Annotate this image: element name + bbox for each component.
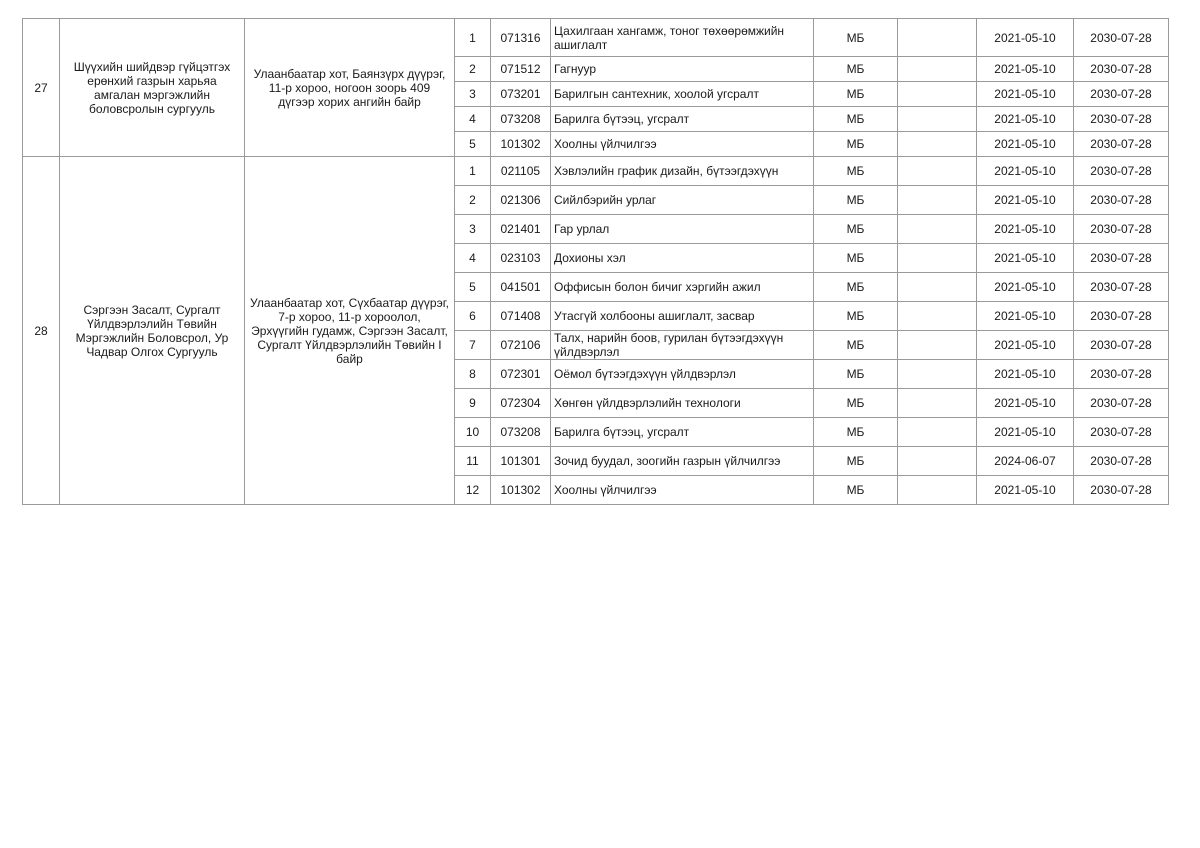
ownership-type-cell: МБ (814, 186, 898, 215)
program-code-cell: 021401 (491, 215, 551, 244)
program-code-cell: 072301 (491, 360, 551, 389)
start-date-cell: 2021-05-10 (977, 273, 1074, 302)
program-code-cell: 021105 (491, 157, 551, 186)
program-name-cell: Сийлбэрийн урлаг (551, 186, 814, 215)
start-date-cell: 2021-05-10 (977, 132, 1074, 157)
ownership-type-cell: МБ (814, 389, 898, 418)
end-date-cell: 2030-07-28 (1074, 447, 1169, 476)
ownership-type-cell: МБ (814, 360, 898, 389)
program-name-cell: Хэвлэлийн график дизайн, бүтээгдэхүүн (551, 157, 814, 186)
program-number-cell: 6 (455, 302, 491, 331)
start-date-cell: 2021-05-10 (977, 186, 1074, 215)
ownership-type-cell: МБ (814, 82, 898, 107)
end-date-cell: 2030-07-28 (1074, 273, 1169, 302)
program-name-cell: Цахилгаан хангамж, тоног төхөөрөмжийн ашиглалт (551, 19, 814, 57)
program-name-cell: Оффисын болон бичиг хэргийн ажил (551, 273, 814, 302)
end-date-cell: 2030-07-28 (1074, 157, 1169, 186)
program-code-cell: 073208 (491, 418, 551, 447)
program-code-cell: 071316 (491, 19, 551, 57)
program-number-cell: 11 (455, 447, 491, 476)
program-number-cell: 2 (455, 57, 491, 82)
blank-cell (898, 186, 977, 215)
blank-cell (898, 157, 977, 186)
program-number-cell: 4 (455, 107, 491, 132)
end-date-cell: 2030-07-28 (1074, 302, 1169, 331)
program-code-cell: 073201 (491, 82, 551, 107)
end-date-cell: 2030-07-28 (1074, 19, 1169, 57)
start-date-cell: 2021-05-10 (977, 19, 1074, 57)
end-date-cell: 2030-07-28 (1074, 132, 1169, 157)
end-date-cell: 2030-07-28 (1074, 107, 1169, 132)
start-date-cell: 2021-05-10 (977, 360, 1074, 389)
blank-cell (898, 215, 977, 244)
program-name-cell: Оёмол бүтээгдэхүүн үйлдвэрлэл (551, 360, 814, 389)
end-date-cell: 2030-07-28 (1074, 186, 1169, 215)
school-name-cell: Сэргээн Засалт, Сургалт Үйлдвэрлэлийн Төвийн Мэргэжлийн Боловсрол, Ур Чадвар Олгох Сургууль (60, 157, 245, 505)
program-number-cell: 5 (455, 132, 491, 157)
ownership-type-cell: МБ (814, 302, 898, 331)
ownership-type-cell: МБ (814, 476, 898, 505)
program-code-cell: 023103 (491, 244, 551, 273)
ownership-type-cell: МБ (814, 57, 898, 82)
program-name-cell: Хоолны үйлчилгээ (551, 132, 814, 157)
start-date-cell: 2021-05-10 (977, 215, 1074, 244)
blank-cell (898, 132, 977, 157)
program-number-cell: 5 (455, 273, 491, 302)
program-code-cell: 072304 (491, 389, 551, 418)
blank-cell (898, 244, 977, 273)
end-date-cell: 2030-07-28 (1074, 215, 1169, 244)
program-name-cell: Гагнуур (551, 57, 814, 82)
school-number-cell: 27 (23, 19, 60, 157)
ownership-type-cell: МБ (814, 331, 898, 360)
school-address-cell: Улаанбаатар хот, Баянзүрх дүүрэг, 11-р хороо, ногоон зоорь 409 дүгээр хорих ангийн байр (245, 19, 455, 157)
table-row (23, 157, 1169, 186)
program-name-cell: Зочид буудал, зоогийн газрын үйлчилгээ (551, 447, 814, 476)
ownership-type-cell: МБ (814, 418, 898, 447)
ownership-type-cell: МБ (814, 447, 898, 476)
program-number-cell: 7 (455, 331, 491, 360)
blank-cell (898, 82, 977, 107)
table-body (23, 19, 1169, 505)
blank-cell (898, 476, 977, 505)
program-number-cell: 4 (455, 244, 491, 273)
blank-cell (898, 273, 977, 302)
program-code-cell: 071512 (491, 57, 551, 82)
end-date-cell: 2030-07-28 (1074, 331, 1169, 360)
blank-cell (898, 19, 977, 57)
blank-cell (898, 57, 977, 82)
blank-cell (898, 360, 977, 389)
ownership-type-cell: МБ (814, 19, 898, 57)
program-number-cell: 12 (455, 476, 491, 505)
end-date-cell: 2030-07-28 (1074, 244, 1169, 273)
ownership-type-cell: МБ (814, 273, 898, 302)
end-date-cell: 2030-07-28 (1074, 418, 1169, 447)
end-date-cell: 2030-07-28 (1074, 389, 1169, 418)
start-date-cell: 2024-06-07 (977, 447, 1074, 476)
program-name-cell: Барилга бүтээц, угсралт (551, 418, 814, 447)
program-name-cell: Барилга бүтээц, угсралт (551, 107, 814, 132)
ownership-type-cell: МБ (814, 107, 898, 132)
blank-cell (898, 302, 977, 331)
blank-cell (898, 107, 977, 132)
blank-cell (898, 331, 977, 360)
start-date-cell: 2021-05-10 (977, 331, 1074, 360)
program-number-cell: 2 (455, 186, 491, 215)
ownership-type-cell: МБ (814, 157, 898, 186)
blank-cell (898, 389, 977, 418)
program-number-cell: 3 (455, 215, 491, 244)
start-date-cell: 2021-05-10 (977, 302, 1074, 331)
end-date-cell: 2030-07-28 (1074, 360, 1169, 389)
program-code-cell: 071408 (491, 302, 551, 331)
school-name-cell: Шүүхийн шийдвэр гүйцэтгэх ерөнхий газрын харьяа амгалан мэргэжлийн боловсролын сургууль (60, 19, 245, 157)
program-name-cell: Дохионы хэл (551, 244, 814, 273)
program-name-cell: Хөнгөн үйлдвэрлэлийн технологи (551, 389, 814, 418)
end-date-cell: 2030-07-28 (1074, 82, 1169, 107)
start-date-cell: 2021-05-10 (977, 107, 1074, 132)
start-date-cell: 2021-05-10 (977, 244, 1074, 273)
start-date-cell: 2021-05-10 (977, 418, 1074, 447)
program-number-cell: 10 (455, 418, 491, 447)
program-code-cell: 101302 (491, 132, 551, 157)
end-date-cell: 2030-07-28 (1074, 476, 1169, 505)
program-code-cell: 101301 (491, 447, 551, 476)
program-code-cell: 072106 (491, 331, 551, 360)
schools-programs-table (22, 18, 1169, 505)
program-code-cell: 021306 (491, 186, 551, 215)
program-name-cell: Гар урлал (551, 215, 814, 244)
blank-cell (898, 447, 977, 476)
start-date-cell: 2021-05-10 (977, 57, 1074, 82)
program-code-cell: 041501 (491, 273, 551, 302)
program-name-cell: Талх, нарийн боов, гурилан бүтээгдэхүүн үйлдвэрлэл (551, 331, 814, 360)
start-date-cell: 2021-05-10 (977, 82, 1074, 107)
program-number-cell: 1 (455, 19, 491, 57)
school-address-cell: Улаанбаатар хот, Сүхбаатар дүүрэг, 7-р хороо, 11-р хороолол, Эрхүүгийн гудамж, Сэргээн Засалт, Сургалт Үйлдвэрлэлийн Төвийн I байр (245, 157, 455, 505)
start-date-cell: 2021-05-10 (977, 389, 1074, 418)
program-name-cell: Утасгүй холбооны ашиглалт, засвар (551, 302, 814, 331)
end-date-cell: 2030-07-28 (1074, 57, 1169, 82)
table-row (23, 19, 1169, 57)
ownership-type-cell: МБ (814, 132, 898, 157)
ownership-type-cell: МБ (814, 215, 898, 244)
ownership-type-cell: МБ (814, 244, 898, 273)
school-number-cell: 28 (23, 157, 60, 505)
program-number-cell: 9 (455, 389, 491, 418)
program-number-cell: 1 (455, 157, 491, 186)
program-code-cell: 073208 (491, 107, 551, 132)
start-date-cell: 2021-05-10 (977, 476, 1074, 505)
program-number-cell: 8 (455, 360, 491, 389)
blank-cell (898, 418, 977, 447)
start-date-cell: 2021-05-10 (977, 157, 1074, 186)
program-name-cell: Барилгын сантехник, хоолой угсралт (551, 82, 814, 107)
program-name-cell: Хоолны үйлчилгээ (551, 476, 814, 505)
program-code-cell: 101302 (491, 476, 551, 505)
program-number-cell: 3 (455, 82, 491, 107)
